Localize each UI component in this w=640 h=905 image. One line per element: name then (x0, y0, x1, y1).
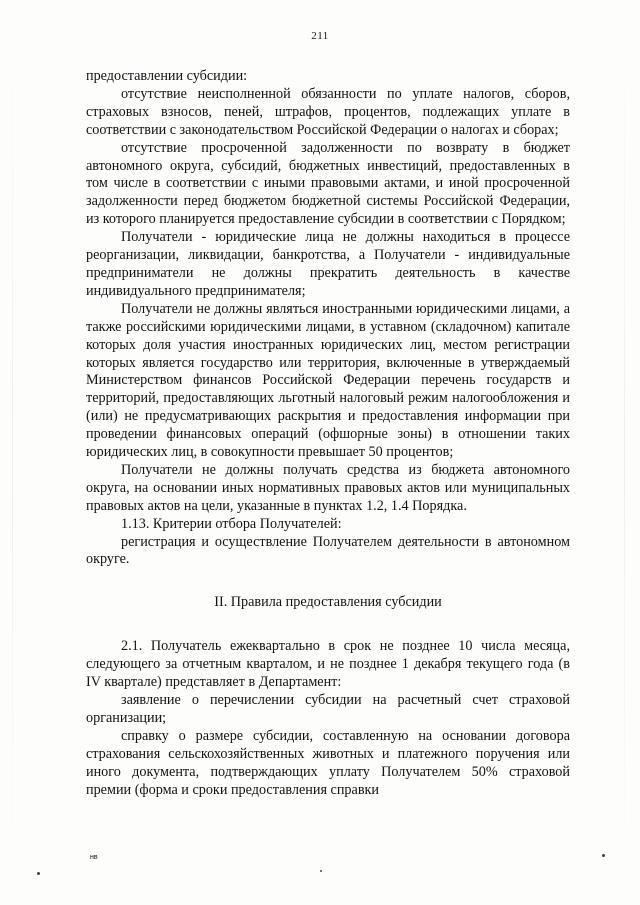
section-heading: II. Правила предоставления субсидии (214, 594, 442, 611)
scan-edge-left (12, 40, 13, 870)
paragraph-certificate: справку о размере субсидии, составленную на основании договора страхования сельскохозяйственных животных и платежного поручения или иного документа, подтверждающих уплату Получателем 50% страховой премии (форма и сроки предоставления справки (86, 727, 570, 798)
paragraph-continuation: предоставлении субсидии: (86, 68, 248, 84)
paragraph-no-reorganization: Получатели - юридические лица не должны находиться в процессе реорганизации, ликвидации, банкротства, а Получатели - индивидуальные предприниматели не должны прекратить деятельность в качестве индивидуального предпринимателя; (86, 229, 570, 299)
scan-speck (602, 854, 605, 857)
page-number: 211 (311, 30, 329, 42)
paragraph-criteria-heading: 1.13. Критерии отбора Получателей: (121, 515, 342, 532)
footer-initials: нв (90, 854, 98, 861)
paragraph-no-other-budget-funds: Получатели не должны получать средства из бюджета автономного округа, на основании иных нормативных правовых актов или муниципальных правовых актов на цели, указанные в пунктах 1.2, 1.4 Порядка. (86, 461, 570, 514)
paragraph-2-1: 2.1. Получатель ежеквартально в срок не позднее 10 числа месяца, следующего за отчетным кварталом, и не позднее 1 декабря текущего года (в IV квартале) представляет в Департамент: (86, 638, 570, 691)
scan-speck (37, 872, 40, 875)
paragraph-no-tax-debt: отсутствие неисполненной обязанности по уплате налогов, сборов, страховых взносов, пеней, штрафов, процентов, подлежащих уплате в соответствии с законодательством Российской Федерации о налогах и сборах; (86, 85, 570, 138)
paragraph-criteria-registration: регистрация и осуществление Получателем деятельности в автономном округе. (86, 533, 570, 568)
scan-speck (320, 870, 322, 872)
paragraph-application: заявление о перечислении субсидии на расчетный счет страховой организации; (86, 692, 570, 726)
document-body (86, 68, 570, 799)
paragraph-no-foreign-entities: Получатели не должны являться иностранными юридическими лицами, а также российскими юридическими лицами, в уставном (складочном) капитале которых доля участия иностранных юридических лиц, местом регистрации которых является государство или территория, включенные в утверждаемый Министерством финансов Российской Федерации перечень государств и территорий, предоставляющих льготный налоговый режим налогообложения и (или) не предусматривающих раскрытия и предоставления информации при проведении финансовых операций (офшорные зоны) в отношении таких юридических лиц, в совокупности превышает 50 процентов; (86, 300, 570, 461)
paragraph-no-overdue-debt: отсутствие просроченной задолженности по возврату в бюджет автономного округа, субсидий, бюджетных инвестиций, предоставленных в том числе в соответствии с иными правовыми актами, и иной просроченной задолженности перед бюджетом бюджетной системы Российской Федерации, из которого планируется предоставление субсидии в соответствии с Порядком; (86, 139, 570, 228)
scan-edge-right (624, 40, 625, 870)
